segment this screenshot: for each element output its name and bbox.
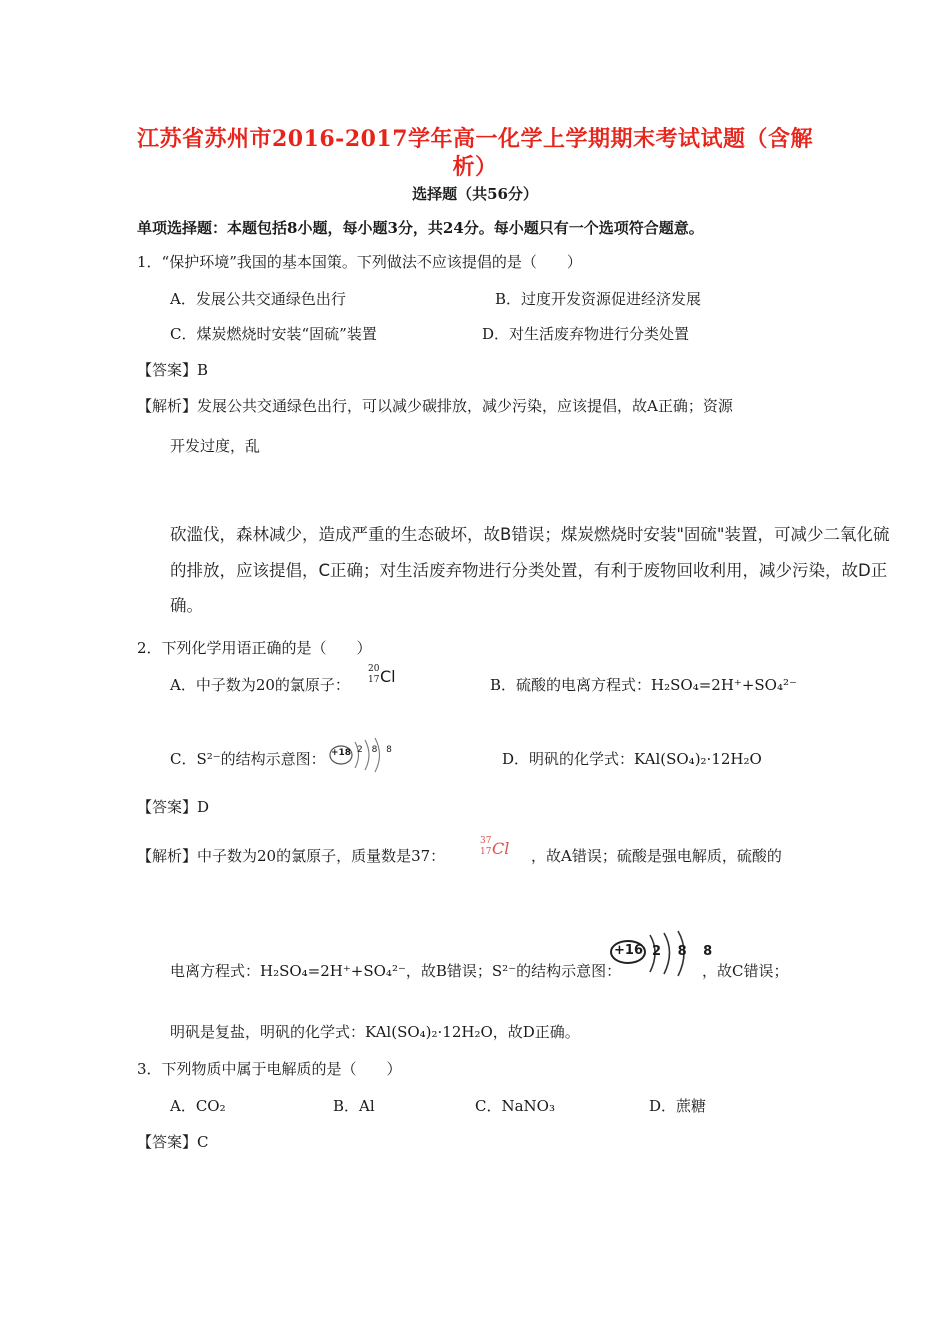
q2-stem: 2．下列化学用语正确的是（ ） — [137, 639, 372, 657]
q1-scan-line1: 砍滥伐，森林减少，造成严重的生态破坏，故B错误；煤炭燃烧时安装"固硫"装置，可减少二氧化硫 — [170, 525, 890, 544]
nucleus-label: +18 — [331, 748, 352, 758]
mass-number: 20 — [368, 664, 380, 674]
q1-option-a: A．发展公共交通绿色出行 — [170, 290, 346, 308]
q1-analysis-line2: 开发过度，乱 — [170, 437, 261, 455]
atomic-number: 17 — [368, 675, 380, 685]
q1-answer: 【答案】B — [137, 361, 209, 379]
element-symbol: Cl — [380, 667, 396, 686]
q2-analysis-line1: 【解析】中子数为20的氯原子，质量数是37： — [137, 847, 446, 865]
q2-option-a: A．中子数为20的氯原子： — [170, 676, 350, 694]
document-title-line2: 析） — [452, 154, 498, 180]
q2-analysis-line3: 明矾是复盐，明矾的化学式：KAl(SO₄)₂·12H₂O，故D正确。 — [170, 1023, 580, 1041]
q3-option-c: C．NaNO₃ — [475, 1097, 555, 1115]
q1-scan-line2: 的排放，应该提倡，C正确；对生活废弃物进行分类处置，有利于废物回收利用，减少污染，故D正 — [170, 561, 888, 580]
nucleus-label: +16 — [614, 943, 643, 958]
s2-ion-structure-diagram — [608, 930, 719, 982]
element-symbol: Cl — [492, 839, 510, 858]
q2-analysis-line2: 电离方程式：H₂SO₄=2H⁺+SO₄²⁻，故B错误；S²⁻的结构示意图： — [170, 962, 622, 980]
mass-number: 37 — [480, 836, 492, 846]
q1-option-d: D．对生活废弃物进行分类处置 — [482, 325, 690, 343]
q2-answer: 【答案】D — [137, 798, 210, 816]
q3-option-b: B．Al — [333, 1097, 375, 1115]
instruction-text: 单项选择题：本题包括8小题，每小题3分，共24分。每小题只有一个选项符合题意。 — [137, 219, 704, 237]
document-title-line1: 江苏省苏州市2016-2017学年高一化学上学期期末考试试题（含解 — [136, 126, 814, 152]
q1-scan-line3: 确。 — [170, 596, 203, 615]
q3-answer: 【答案】C — [137, 1133, 209, 1151]
s-ion-structure-diagram — [328, 736, 398, 774]
atomic-number: 17 — [480, 847, 492, 857]
q2-option-b: B．硫酸的电离方程式：H₂SO₄=2H⁺+SO₄²⁻ — [490, 676, 797, 694]
q1-stem: 1．“保护环境”我国的基本国策。下列做法不应该提倡的是（ ） — [137, 253, 582, 271]
q1-option-c: C．煤炭燃烧时安装“固硫”装置 — [170, 325, 377, 343]
electron-shells: 2 8 8 — [357, 745, 395, 755]
q2-analysis-line1-end: ，故A错误；硫酸是强电解质，硫酸的 — [531, 847, 782, 865]
section-heading: 选择题（共56分） — [412, 185, 538, 203]
q3-option-d: D．蔗糖 — [649, 1097, 707, 1115]
chlorine-37-symbol — [480, 836, 520, 862]
q3-option-a: A．CO₂ — [170, 1097, 226, 1115]
q2-option-c: C．S²⁻的结构示意图： — [170, 750, 326, 768]
chlorine-nuclide-symbol — [368, 664, 408, 690]
q1-option-b: B．过度开发资源促进经济发展 — [495, 290, 702, 308]
q2-analysis-line2-end: ，故C错误； — [702, 962, 789, 980]
q1-analysis-line1: 【解析】发展公共交通绿色出行，可以减少碳排放，减少污染，应该提倡，故A正确；资源 — [137, 397, 733, 415]
electron-shells: 2 8 8 — [652, 944, 719, 959]
q2-option-d: D．明矾的化学式：KAl(SO₄)₂·12H₂O — [502, 750, 762, 768]
q3-stem: 3．下列物质中属于电解质的是（ ） — [137, 1060, 402, 1078]
